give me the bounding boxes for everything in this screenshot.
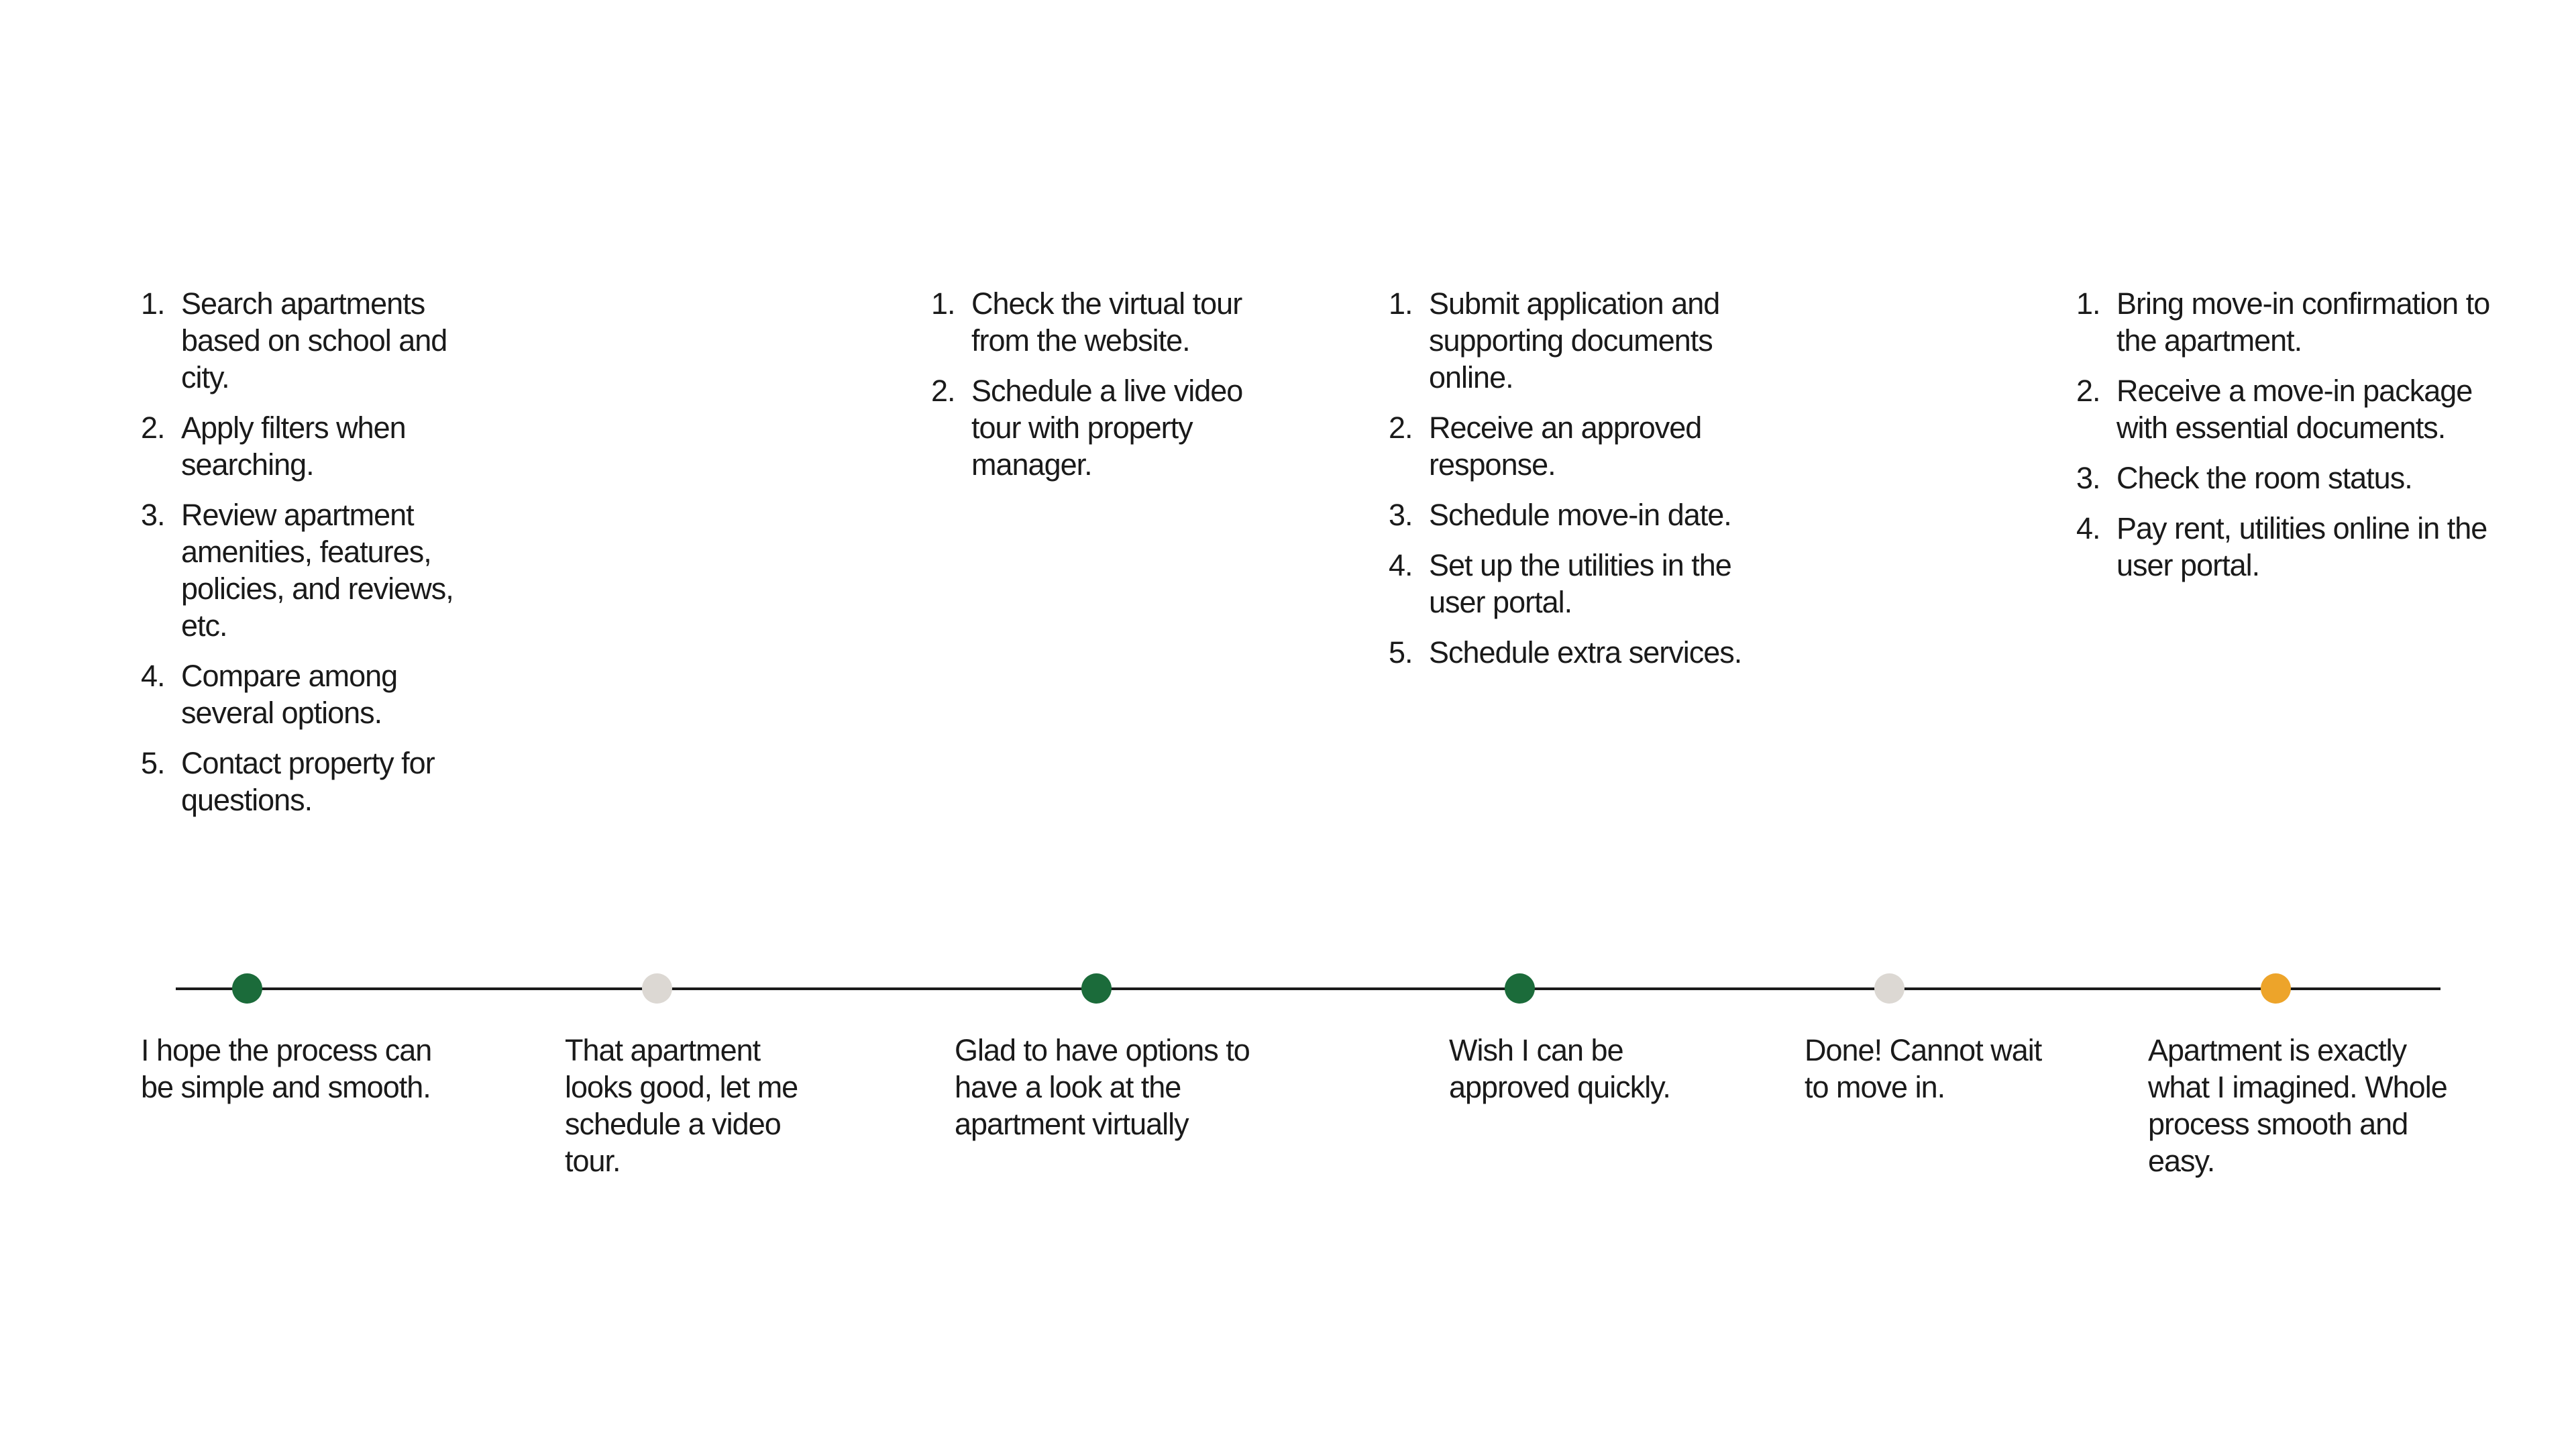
feeling-text: That apartment looks good, let me schedule a video tour. [565,1033,798,1178]
feeling-text: Wish I can be approved quickly. [1449,1033,1670,1104]
list-item: 2. Schedule a live video tour with property manager. [931,374,1243,482]
list-item: 5. Schedule extra services. [1389,635,1742,669]
list-item: 1. Submit application and supporting documents online. [1389,286,1720,394]
timeline-dot [1874,973,1904,1004]
list-item: 4. Set up the utilities in the user portal. [1389,548,1731,619]
list-item: 2. Receive an approved response. [1389,411,1702,482]
feeling-text: Glad to have options to have a look at the apartment virtually [955,1033,1250,1141]
list-item: 4. Pay rent, utilities online in the user portal. [2076,511,2487,582]
list-item: 5. Contact property for questions. [141,746,435,817]
steps-list-search [141,285,476,832]
feeling-text: Done! Cannot wait to move in. [1805,1033,2042,1104]
list-item: 3. Check the room status. [2076,461,2412,495]
timeline-dot [642,973,672,1004]
list-item: 1. Bring move-in confirmation to the apartment. [2076,286,2490,358]
feeling-text: Apartment is exactly what I imagined. Whole process smooth and easy. [2148,1033,2447,1178]
feeling-text: I hope the process can be simple and smooth. [141,1033,432,1104]
list-item: 1. Search apartments based on school and city. [141,286,447,394]
timeline-dot [1081,973,1112,1004]
list-item: 3. Review apartment amenities, features, policies, and reviews, etc. [141,498,453,643]
steps-list-tour [931,285,1293,496]
steps-list-move-in [2076,285,2492,597]
timeline-dot [232,973,262,1004]
timeline-dot [1505,973,1535,1004]
timeline-line [176,987,2440,990]
list-item: 2. Receive a move-in package with essential documents. [2076,374,2473,445]
list-item: 4. Compare among several options. [141,659,398,730]
steps-list-application [1389,285,1791,684]
list-item: 1. Check the virtual tour from the website. [931,286,1242,358]
list-item: 3. Schedule move-in date. [1389,498,1731,532]
list-item: 2. Apply filters when searching. [141,411,406,482]
timeline-dot [2261,973,2291,1004]
